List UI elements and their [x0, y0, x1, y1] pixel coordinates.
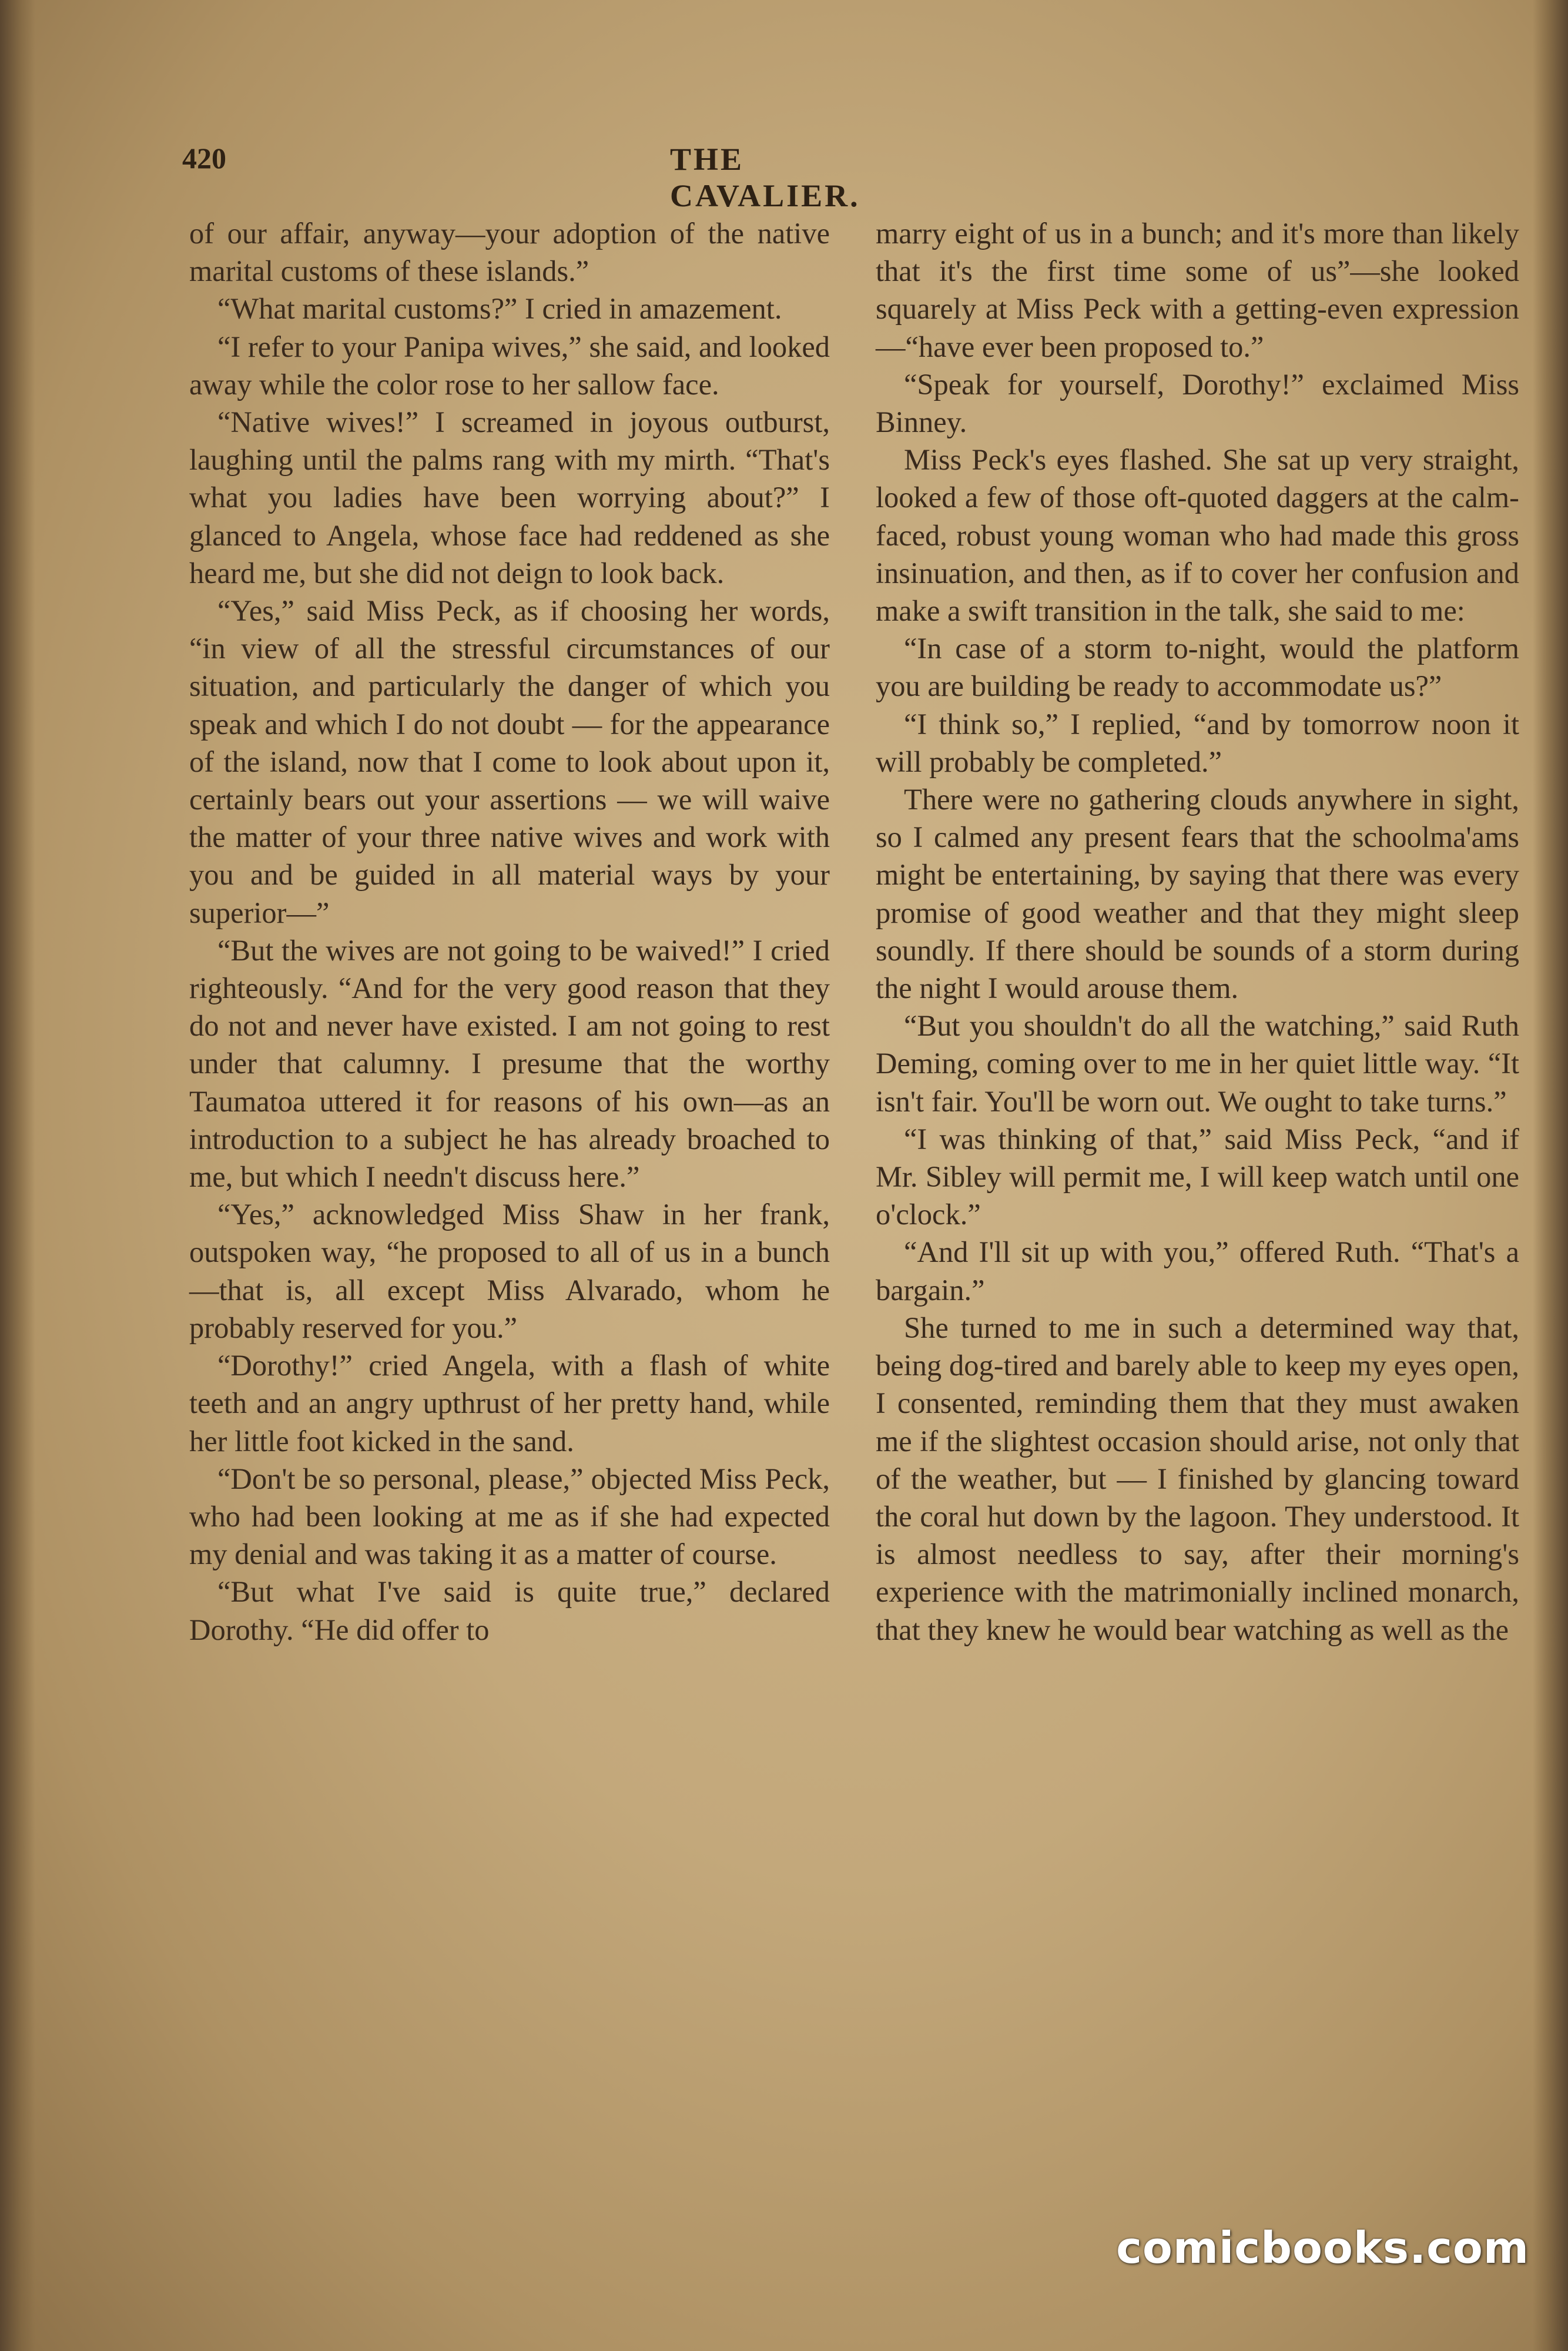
paragraph: “In case of a storm to-night, would the platform you are building be ready to accommodate us?”	[876, 632, 1519, 703]
paragraph: There were no gathering clouds anywhere in sight, so I calmed any present fears that the schoolma'ams might be entertaining, by saying that there was every promise of good weather and that they might sleep soundly. If there should be sounds of a storm during the night I would arouse them.	[876, 783, 1519, 1005]
paragraph: “And I'll sit up with you,” offered Ruth. “That's a bargain.”	[876, 1235, 1519, 1307]
running-title: THE CAVALIER.	[670, 142, 860, 213]
paragraph: “I think so,” I replied, “and by tomorrow noon it will probably be completed.”	[876, 707, 1519, 778]
paragraph: “Yes,” said Miss Peck, as if choosing her words, “in view of all the stressful circumstances of our situation, and particularly the danger of which you speak and which I do not doubt — for the appearance of the island, now that I come to look about upon it, certainly bears out your assertions — we will waive the matter of your three native wives and work with you and be guided in all material ways by your superior—”	[189, 594, 830, 929]
paragraph: “What marital customs?” I cried in amazement.	[217, 292, 782, 326]
paragraph: She turned to me in such a determined way that, being dog-tired and barely able to keep my eyes open, I consented, reminding them that they must awaken me if the slightest occasion should arise, not only that of the weather, but — I finished by glancing toward the coral hut down by the lagoon. They understood. It is almost needless to say, after their morning's experience with the matrimonially inclined monarch, that they knew he would bear watching as well as the	[876, 1311, 1519, 1646]
watermark-text: comicbooks.com	[1116, 2223, 1529, 2273]
page-header	[182, 141, 929, 213]
paragraph: Miss Peck's eyes flashed. She sat up very straight, looked a few of those oft-quoted daggers at the calm-faced, robust young woman who had made this gross insinuation, and then, as if to cover her confusion and make a swift transition in the talk, she said to me:	[876, 443, 1519, 628]
paragraph: “I refer to your Panipa wives,” she said, and looked away while the color rose to her sallow face.	[189, 330, 830, 401]
paragraph: “But what I've said is quite true,” declared Dorothy. “He did offer to	[189, 1575, 830, 1646]
paragraph: “Dorothy!” cried Angela, with a flash of white teeth and an angry upthrust of her pretty hand, while her little foot kicked in the sand.	[189, 1349, 830, 1458]
right-column	[876, 215, 1519, 1649]
paragraph: marry eight of us in a bunch; and it's more than likely that it's the first time some of us”—she looked squarely at Miss Peck with a getting-even expression—“have ever been proposed to.”	[876, 217, 1519, 363]
paragraph: “But the wives are not going to be waived!” I cried righteously. “And for the very good reason that they do not and never have existed. I am not going to rest under that calumny. I presume that the worthy Taumatoa uttered it for reasons of his own—as an introduction to a subject he has already broached to me, but which I needn't discuss here.”	[189, 933, 830, 1194]
paragraph: “Don't be so personal, please,” objected Miss Peck, who had been looking at me as if she had expected my denial and was taking it as a matter of course.	[189, 1462, 830, 1571]
paragraph: “I was thinking of that,” said Miss Peck, “and if Mr. Sibley will permit me, I will keep watch until one o'clock.”	[876, 1122, 1519, 1231]
paragraph: “Speak for yourself, Dorothy!” exclaimed Miss Binney.	[876, 367, 1519, 439]
page-number: 420	[182, 142, 226, 175]
paragraph: “Native wives!” I screamed in joyous outburst, laughing until the palms rang with my mirth. “That's what you ladies have been worrying about?” I glanced to Angela, whose face had reddened as she heard me, but she did not deign to look back.	[189, 406, 830, 590]
paragraph: “But you shouldn't do all the watching,” said Ruth Deming, coming over to me in her quiet little way. “It isn't fair. You'll be worn out. We ought to take turns.”	[876, 1009, 1519, 1118]
paragraph: of our affair, anyway—your adoption of the native marital customs of these islands.”	[189, 217, 830, 288]
left-column	[189, 215, 830, 1649]
paragraph: “Yes,” acknowledged Miss Shaw in her frank, outspoken way, “he proposed to all of us in a bunch—that is, all except Miss Alvarado, whom he probably reserved for you.”	[189, 1198, 830, 1344]
